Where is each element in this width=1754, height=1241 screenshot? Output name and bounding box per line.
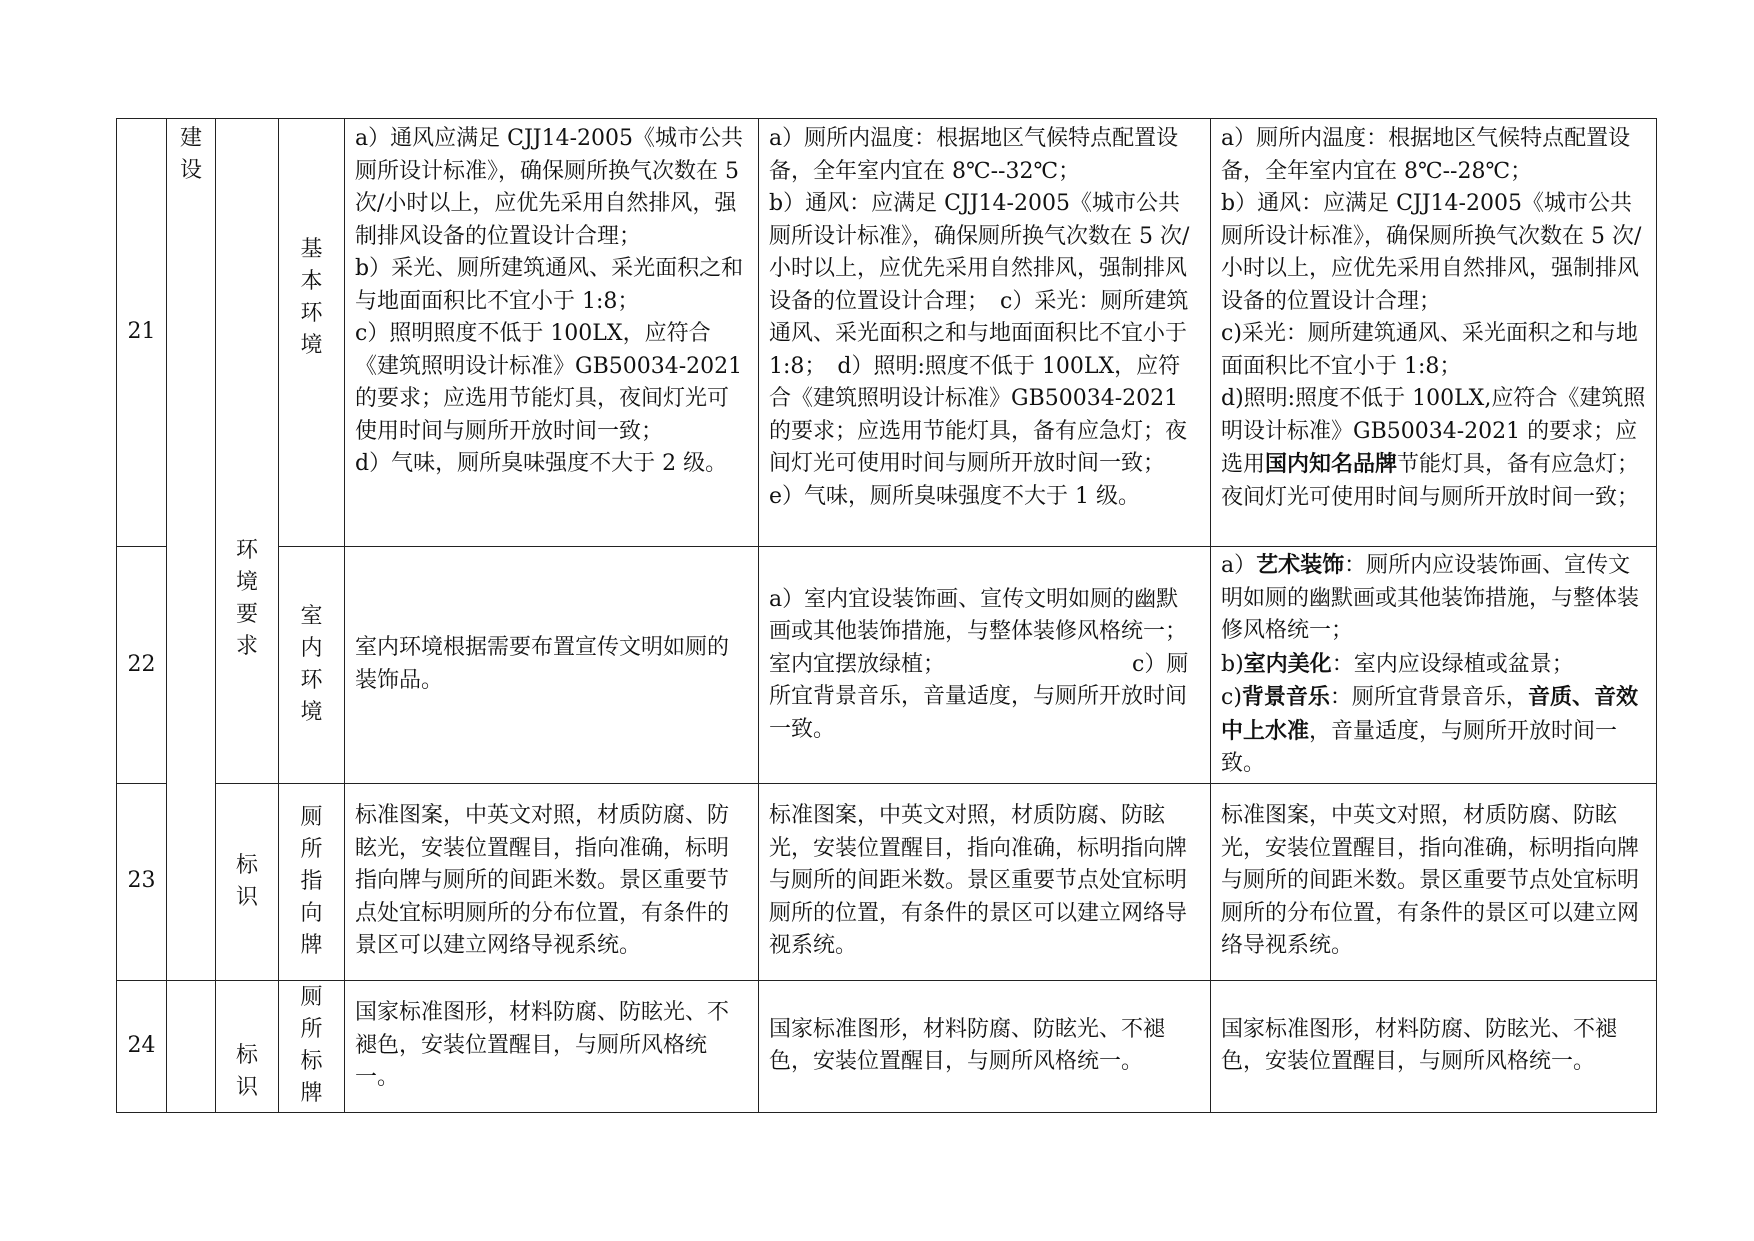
cell-level-a [345, 980, 759, 1112]
standards-table [116, 118, 1657, 1113]
item-label: 厕所指向牌 [300, 804, 323, 958]
text-line: 国家标准图形，材料防腐、防眩光、不褪色，安装位置醒目，与厕所风格统一。 [769, 1016, 1166, 1074]
cell-level-a [345, 783, 759, 980]
text-line: 国家标准图形，材料防腐、防眩光、不褪色，安装位置醒目，与厕所风格统一。 [1221, 1016, 1618, 1074]
table-row [117, 980, 1657, 1112]
text-segment: c) [1221, 685, 1242, 710]
empty-cell [167, 980, 216, 1112]
row-number: 23 [117, 783, 167, 980]
table-row [117, 119, 1657, 547]
cell-level-c [1211, 547, 1657, 784]
cell-level-c [1211, 980, 1657, 1112]
cell-level-a [345, 119, 785, 547]
text-line: b）采光、厕所建筑通风、采光面积之和与地面面积比不宜小于 1:8； [355, 256, 744, 314]
bold-segment: 背景音乐 [1241, 684, 1330, 710]
text-segment: a） [1221, 553, 1257, 578]
text-line [1221, 383, 1646, 514]
cell-level-b [759, 547, 1211, 784]
category-label: 标识 [236, 1042, 259, 1100]
table-row [117, 783, 1657, 980]
text-segment: ：厕所内应设装饰画、宣传文明如厕的幽默画或其他装饰措施，与整体装修风格统一； [1221, 553, 1640, 643]
cell-level-b [759, 119, 1211, 547]
table-row [117, 547, 1657, 784]
bold-segment: 国内知名品牌 [1265, 451, 1398, 477]
category-environment [216, 119, 279, 784]
item-label: 室内环境 [300, 603, 323, 725]
category-signage [216, 783, 279, 980]
text-line: 室内环境根据需要布置宣传文明如厕的装饰品。 [355, 635, 730, 693]
text-line: b）通风：应满足 CJJ14-2005《城市公共厕所设计标准》，确保厕所换气次数在 5 次/小时以上，应优先采用自然排风，强制排风设备的位置设计合理； c）采光：厕所建筑通风、采光面积之和与地面面积比不宜小于 1:8； d）照明:照度不低于 100LX，应符合《建筑照明设计标准》GB50034-2021 的要求；应选用节能灯具，备有应急灯；夜间灯光可使用时间与厕所开放时间一致； [769, 191, 1190, 476]
text-line: a）厕所内温度：根据地区气候特点配置设备，全年室内宜在 8℃--28℃； [1221, 126, 1631, 184]
text-line: a）厕所内温度：根据地区气候特点配置设备，全年室内宜在 8℃--32℃； [769, 126, 1179, 184]
text-segment: ：厕所宜背景音乐， [1329, 685, 1528, 710]
text-line: c)采光：厕所建筑通风、采光面积之和与地面面积比不宜小于 1:8； [1221, 321, 1638, 379]
text-segment: b) [1221, 651, 1244, 677]
item-indoor-environment [279, 547, 345, 784]
bold-segment: 室内美化 [1243, 650, 1332, 677]
item-label: 基本环境 [300, 237, 323, 358]
category-label: 标识 [236, 852, 259, 910]
text-line: b）通风：应满足 CJJ14-2005《城市公共厕所设计标准》，确保厕所换气次数在 5 次/小时以上，应优先采用自然排风，强制排风设备的位置设计合理； [1221, 191, 1642, 314]
cell-level-b [759, 980, 1211, 1112]
category-construction [167, 119, 216, 981]
text-line: 标准图案，中英文对照，材质防腐、防眩光，安装位置醒目，指向准确，标明指向牌与厕所的间距米数。景区重要节点处宜标明厕所的分布位置，有条件的景区可以建立网络导视系统。 [355, 803, 730, 959]
text-line [1221, 648, 1646, 682]
bold-segment: 艺术装饰 [1256, 552, 1345, 578]
category-label: 环境要求 [236, 537, 259, 659]
row-number: 21 [117, 119, 167, 547]
category-label: 建设 [180, 126, 203, 183]
cell-level-a [345, 547, 759, 784]
text-line: a）通风应满足 CJJ14-2005《城市公共厕所设计标准》，确保厕所换气次数在 5 次/小时以上，应优先采用自然排风，强制排风设备的位置设计合理； [355, 126, 743, 249]
text-segment: ：室内应设绿植或盆景； [1331, 651, 1574, 677]
text-line: c）照明照度不低于 100LX，应符合《建筑照明设计标准》GB50034-2021 的要求；应选用节能灯具，夜间灯光可使用时间与厕所开放时间一致； d）气味，厕所臭味强度不大于 2 级。 [355, 321, 785, 476]
text-line: 室内宜摆放绿植； c）厕所宜背景音乐，音量适度，与厕所开放时间一致。 [769, 651, 1189, 742]
category-signage [216, 980, 279, 1112]
text-segment: 节能灯具，备有应急灯；夜间灯光可使用时间与厕所开放时间一致； [1221, 452, 1640, 510]
row-number: 22 [117, 547, 167, 784]
item-direction-sign [279, 783, 345, 980]
cell-level-c [1211, 783, 1657, 980]
text-line [1221, 681, 1646, 781]
row-number: 24 [117, 980, 167, 1112]
text-line: 国家标准图形，材料防腐、防眩光、不褪色，安装位置醒目，与厕所风格统一。 [355, 1000, 730, 1091]
text-line: 标准图案，中英文对照，材质防腐、防眩光，安装位置醒目，指向准确，标明指向牌与厕所的间距米数。景区重要节点处宜标明厕所的分布位置，有条件的景区可以建立网络导视系统。 [1221, 803, 1640, 959]
text-line: a）室内宜设装饰画、宣传文明如厕的幽默画或其他装饰措施，与整体装修风格统一； [769, 586, 1188, 644]
text-line [1221, 549, 1646, 648]
item-label: 厕所标牌 [300, 985, 323, 1106]
text-line: 标准图案，中英文对照，材质防腐、防眩光，安装位置醒目，指向准确，标明指向牌与厕所的间距米数。景区重要节点处宜标明厕所的位置，有条件的景区可以建立网络导视系统。 [769, 803, 1188, 959]
cell-level-b [759, 783, 1211, 980]
text-segment: d)照明:照度不低于 100LX,应符合《建筑照明设计标准》GB50034-2021 的要求；应选用 [1221, 386, 1646, 477]
bold-segment: 音质、音效中上水准 [1221, 684, 1638, 744]
text-segment: ，音量适度，与厕所开放时间一致。 [1221, 718, 1618, 776]
item-toilet-sign [279, 980, 345, 1112]
text-line: e）气味，厕所臭味强度不大于 1 级。 [769, 483, 1141, 509]
item-basic-environment [279, 119, 345, 547]
cell-level-c [1211, 119, 1657, 547]
